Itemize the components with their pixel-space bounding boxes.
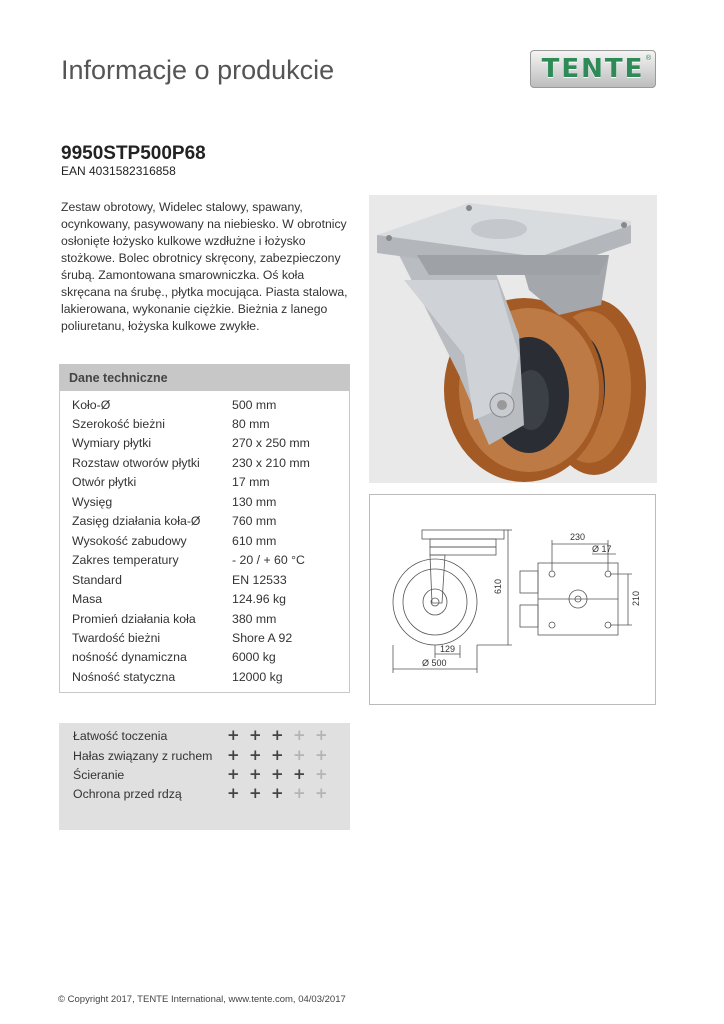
dim-129: 129 xyxy=(440,644,456,654)
rating-label: Hałas związany z ruchem xyxy=(73,749,213,763)
product-photo xyxy=(369,195,657,483)
rating-label: Ścieranie xyxy=(73,768,125,782)
product-sku: 9950STP500P68 xyxy=(61,143,206,164)
rating-plus-empty-icon: + xyxy=(315,765,328,783)
tech-row: nośność dynamiczna 6000 kg xyxy=(72,650,276,664)
footer-copyright: © Copyright 2017, TENTE International, www.tente.com, 04/03/2017 xyxy=(58,994,346,1005)
tech-row: Promień działania koła 380 mm xyxy=(72,612,277,626)
logo-text: TENTE xyxy=(541,54,645,84)
rating-plus-filled-icon: + xyxy=(249,784,262,802)
tech-row: Otwór płytki 17 mm xyxy=(72,475,270,489)
rating-plus-empty-icon: + xyxy=(315,746,328,764)
tente-logo xyxy=(530,50,656,88)
page-title: Informacje o produkcie xyxy=(61,55,335,85)
tech-row: Wysokość zabudowy 610 mm xyxy=(72,534,277,548)
dim-610: 610 xyxy=(493,578,503,594)
tech-row: Masa 124.96 kg xyxy=(72,592,287,606)
tech-row: Twardość bieżni Shore A 92 xyxy=(72,631,293,645)
rating-plus-filled-icon: + xyxy=(249,746,262,764)
technical-data-title: Dane techniczne xyxy=(60,365,349,391)
rating-plus-empty-icon: + xyxy=(293,726,306,744)
technical-data-panel xyxy=(59,364,350,693)
rating-plus-filled-icon: + xyxy=(249,765,262,783)
rating-plus-filled-icon: + xyxy=(271,726,284,744)
rating-panel xyxy=(59,723,350,830)
tech-row: Koło-Ø 500 mm xyxy=(72,398,277,412)
rating-plus-filled-icon: + xyxy=(271,784,284,802)
rating-label: Ochrona przed rdzą xyxy=(73,787,182,801)
rating-plus-filled-icon: + xyxy=(227,726,240,744)
rating-plus-empty-icon: + xyxy=(293,784,306,802)
tech-row: Wymiary płytki 270 x 250 mm xyxy=(72,436,310,450)
dim-hole-17: Ø 17 xyxy=(592,544,612,554)
rating-plus-empty-icon: + xyxy=(315,726,328,744)
product-description: Zestaw obrotowy, Widelec stalowy, spawany, ocynkowany, pasywowany na niebiesko. W obrotnicy osłonięte łożysko kulkowe wzdłużne i łożysko stożkowe. Bolec obrotnicy skręcony, zabezpieczony śrubą. Zamontowana smarowniczka. Oś koła skręcana na śrubę., płytka mocująca. Piasta stalowa, lakierowana, wykonanie ciężkie. Bieżnia z lanego poliuretanu, łożyska kulkowe zwykłe. xyxy=(61,200,348,333)
rating-plus-filled-icon: + xyxy=(227,765,240,783)
tech-row: Wysięg 130 mm xyxy=(72,495,277,509)
rating-plus-filled-icon: + xyxy=(293,765,306,783)
rating-plus-filled-icon: + xyxy=(227,784,240,802)
logo-registered-mark: ® xyxy=(645,55,651,62)
dim-210: 210 xyxy=(631,590,641,606)
product-ean: EAN 4031582316858 xyxy=(61,164,176,178)
tech-row: Rozstaw otworów płytki 230 x 210 mm xyxy=(72,456,310,470)
rating-plus-empty-icon: + xyxy=(293,746,306,764)
rating-plus-filled-icon: + xyxy=(249,726,262,744)
tech-row: Standard EN 12533 xyxy=(72,573,287,587)
tech-row: Szerokość bieżni 80 mm xyxy=(72,417,270,431)
tech-row: Nośność statyczna 12000 kg xyxy=(72,670,283,684)
rating-plus-filled-icon: + xyxy=(227,746,240,764)
dim-500: Ø 500 xyxy=(422,658,447,668)
rating-plus-filled-icon: + xyxy=(271,746,284,764)
rating-plus-filled-icon: + xyxy=(271,765,284,783)
rating-plus-empty-icon: + xyxy=(315,784,328,802)
tech-row: Zakres temperatury - 20 / + 60 °C xyxy=(72,553,305,567)
technical-drawing xyxy=(369,494,656,705)
dim-230: 230 xyxy=(570,532,586,542)
tech-row: Zasięg działania koła-Ø 760 mm xyxy=(72,514,277,528)
rating-label: Łatwość toczenia xyxy=(73,729,168,743)
